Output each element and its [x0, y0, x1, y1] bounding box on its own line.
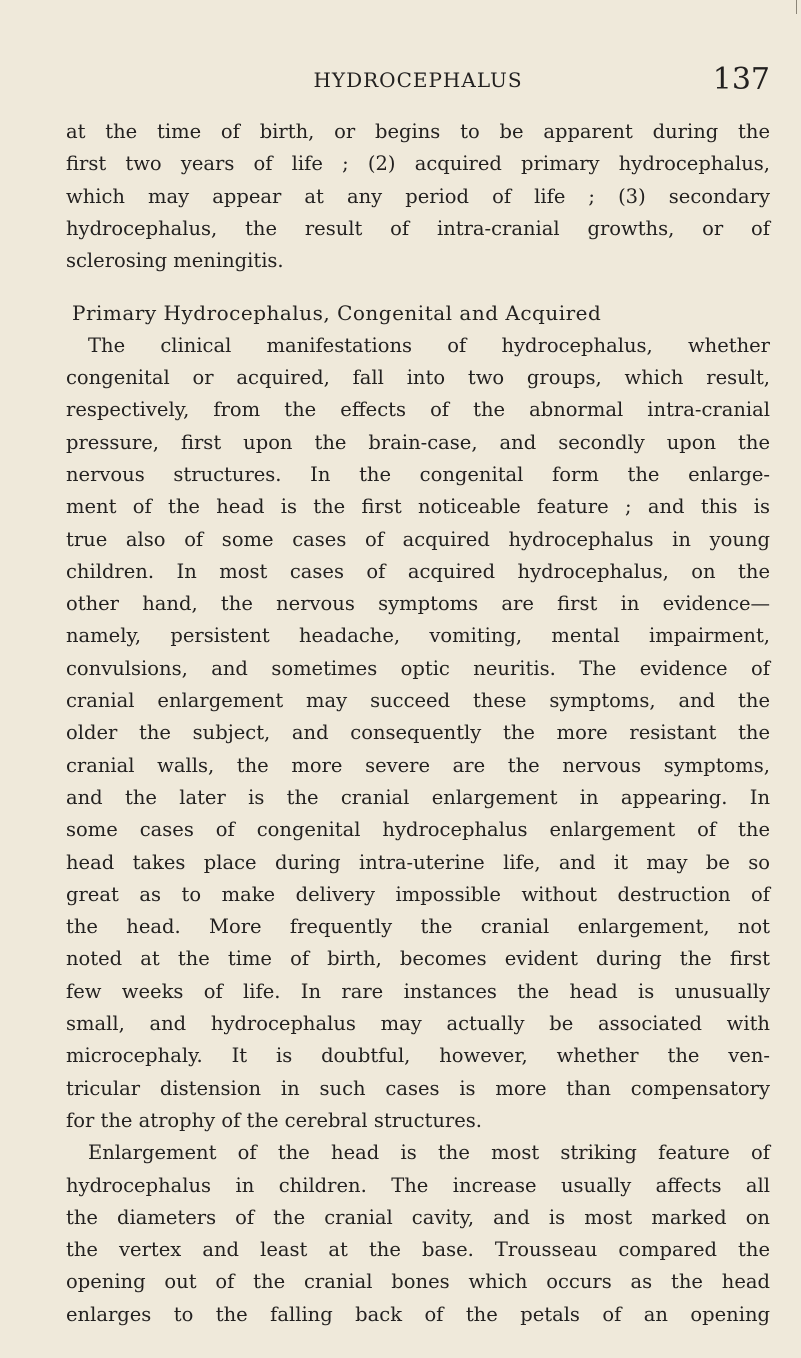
text-line: hydrocephalus, the result of intra-cranial growths, or of [66, 216, 770, 240]
paragraph-clinical-manifestations [66, 330, 770, 1137]
text-line: children. In most cases of acquired hydrocephalus, on the [66, 559, 770, 583]
text-line: the vertex and least at the base. Trousseau compared the [66, 1238, 770, 1262]
text-line: nervous structures. In the congenital form the enlarge- [66, 462, 770, 486]
text-line: sclerosing meningitis. [66, 249, 284, 273]
text-line: hydrocephalus in children. The increase usually affects all [66, 1173, 770, 1197]
text-line: few weeks of life. In rare instances the head is unusually [66, 979, 770, 1003]
body-text [66, 116, 770, 1331]
text-line: small, and hydrocephalus may actually be associated with [66, 1012, 770, 1036]
paragraph-continued [66, 116, 770, 277]
text-line: cranial enlargement may succeed these symptoms, and the [66, 689, 770, 713]
text-line: tricular distension in such cases is more than compensatory [66, 1076, 770, 1100]
text-line: respectively, from the effects of the abnormal intra-cranial [66, 398, 770, 422]
page-number: 137 [712, 62, 770, 97]
text-line: at the time of birth, or begins to be apparent during the [66, 120, 770, 143]
text-line: other hand, the nervous symptoms are first in evidence— [66, 592, 770, 616]
text-line: the head. More frequently the cranial enlargement, not [66, 915, 770, 939]
paragraph-enlargement [66, 1137, 770, 1331]
text-line: some cases of congenital hydrocephalus enlargement of the [66, 818, 770, 842]
text-line: noted at the time of birth, becomes evident during the first [66, 947, 770, 971]
text-line: for the atrophy of the cerebral structures. [66, 1108, 482, 1132]
running-head [66, 62, 770, 102]
text-line: cranial walls, the more severe are the nervous symptoms, [66, 753, 770, 777]
section-gap [66, 277, 770, 297]
text-line: the diameters of the cranial cavity, and is most marked on [66, 1205, 770, 1229]
text-line: enlarges to the falling back of the petals of an opening [66, 1302, 770, 1326]
text-line: which may appear at any period of life ; (3) secondary [66, 184, 770, 208]
text-line: pressure, first upon the brain-case, and secondly upon the [66, 430, 770, 454]
margin-mark [796, 0, 797, 14]
text-line: The clinical manifestations of hydrocephalus, whether [88, 333, 770, 357]
text-line: namely, persistent headache, vomiting, mental impairment, [66, 624, 770, 648]
text-line: head takes place during intra-uterine life, and it may be so [66, 850, 770, 874]
text-line: older the subject, and consequently the more resistant the [66, 721, 770, 745]
section-heading: Primary Hydrocephalus, Congenital and Acquired [72, 301, 602, 326]
text-line: congenital or acquired, fall into two groups, which result, [66, 366, 770, 390]
text-line: opening out of the cranial bones which occurs as the head [66, 1270, 770, 1294]
text-line: microcephaly. It is doubtful, however, whether the ven- [66, 1044, 770, 1068]
text-line: ment of the head is the first noticeable feature ; and this is [66, 495, 770, 519]
text-line: first two years of life ; (2) acquired primary hydrocephalus, [66, 152, 770, 176]
text-line: convulsions, and sometimes optic neuritis. The evidence of [66, 656, 770, 680]
text-line: Enlargement of the head is the most striking feature of [88, 1141, 770, 1165]
text-line: great as to make delivery impossible without destruction of [66, 882, 770, 906]
text-line: and the later is the cranial enlargement in appearing. In [66, 785, 770, 809]
running-title: HYDROCEPHALUS [313, 68, 523, 92]
text-line: true also of some cases of acquired hydrocephalus in young [66, 527, 770, 551]
